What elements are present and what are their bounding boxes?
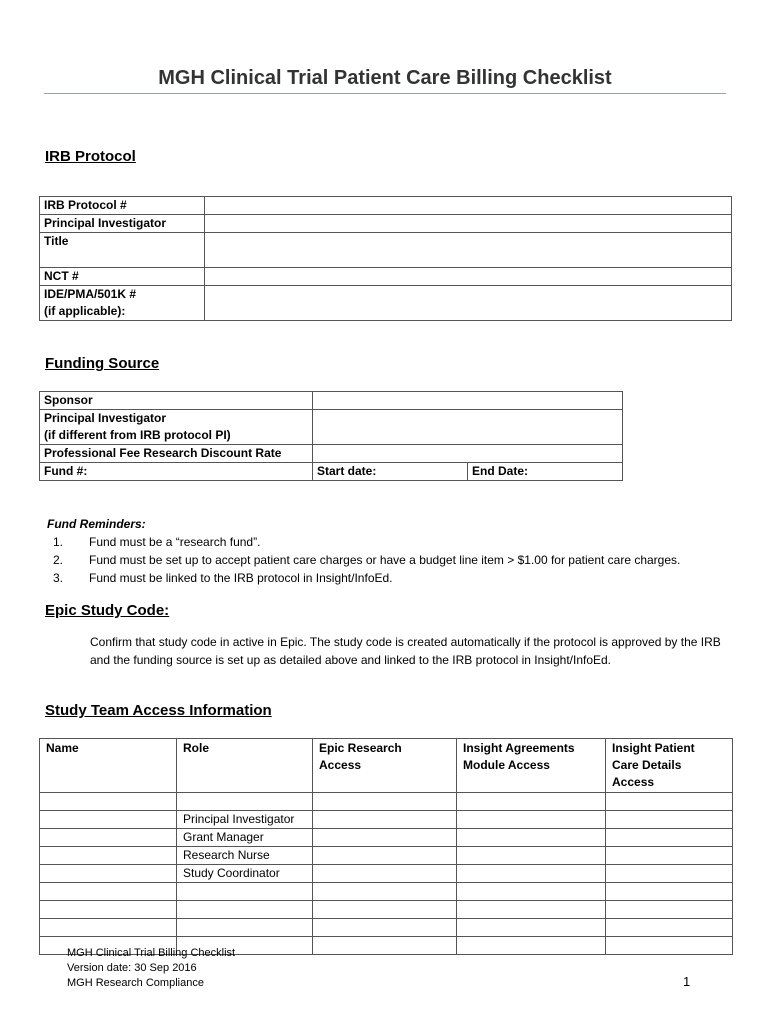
cell-epic-access[interactable] [313,901,457,919]
cell-role: Principal Investigator [177,811,313,829]
cell-insight-patient-care[interactable] [606,829,733,847]
cell-role [177,793,313,811]
funding-label-discount: Professional Fee Research Discount Rate [40,445,313,463]
footer-version: Version date: 30 Sep 2016 [67,962,197,974]
cell-role: Study Coordinator [177,865,313,883]
cell-epic-access[interactable] [313,883,457,901]
cell-name[interactable] [40,901,177,919]
table-row [40,793,733,811]
irb-label-nct: NCT # [40,268,205,286]
cell-name[interactable] [40,847,177,865]
cell-epic-access[interactable] [313,937,457,955]
cell-insight-agreements[interactable] [457,793,606,811]
fund-reminders [47,516,680,587]
col-header-role: Role [177,739,313,793]
funding-value-discount[interactable] [313,445,623,463]
cell-name[interactable] [40,883,177,901]
cell-insight-agreements[interactable] [457,883,606,901]
cell-name[interactable] [40,811,177,829]
funding-value-sponsor[interactable] [313,392,623,410]
funding-table [39,391,623,481]
document-title: MGH Clinical Trial Patient Care Billing Checklist [158,67,612,89]
irb-label-protocol: IRB Protocol # [40,197,205,215]
cell-epic-access[interactable] [313,829,457,847]
footer-org: MGH Research Compliance [67,977,204,989]
cell-epic-access[interactable] [313,847,457,865]
cell-insight-patient-care[interactable] [606,919,733,937]
funding-label-pi: Principal Investigator (if different from IRB protocol PI) [40,410,313,445]
table-row [40,829,733,847]
funding-end-date[interactable]: End Date: [468,463,623,481]
irb-value-protocol[interactable] [205,197,732,215]
cell-name[interactable] [40,829,177,847]
cell-insight-patient-care[interactable] [606,811,733,829]
funding-start-date[interactable]: Start date: [313,463,468,481]
cell-role: Research Nurse [177,847,313,865]
col-header-name: Name [40,739,177,793]
irb-label-title: Title [40,233,205,268]
irb-label-pi: Principal Investigator [40,215,205,233]
irb-label-ide: IDE/PMA/501K # (if applicable): [40,286,205,321]
irb-table [39,196,732,321]
table-row [40,811,733,829]
footer-doc-name: MGH Clinical Trial Billing Checklist [67,947,236,959]
funding-label-fund: Fund #: [40,463,313,481]
table-row [40,865,733,883]
col-header-insight-patient-care: Insight Patient Care Details Access [606,739,733,793]
team-access-table [39,738,733,955]
table-row [40,883,733,901]
funding-heading: Funding Source [45,355,160,372]
irb-value-nct[interactable] [205,268,732,286]
cell-role: Grant Manager [177,829,313,847]
cell-insight-agreements[interactable] [457,919,606,937]
cell-insight-patient-care[interactable] [606,901,733,919]
reminder-item: 3. Fund must be linked to the IRB protocol in Insight/InfoEd. [52,571,393,585]
footer [67,946,235,991]
cell-epic-access[interactable] [313,865,457,883]
cell-insight-patient-care[interactable] [606,847,733,865]
cell-name[interactable] [40,865,177,883]
table-row [40,847,733,865]
epic-heading: Epic Study Code: [45,602,170,619]
page-number: 1 [683,974,691,989]
cell-insight-agreements[interactable] [457,847,606,865]
irb-heading: IRB Protocol [45,148,136,165]
cell-insight-agreements[interactable] [457,811,606,829]
funding-label-sponsor: Sponsor [40,392,313,410]
cell-insight-patient-care[interactable] [606,937,733,955]
cell-insight-patient-care[interactable] [606,865,733,883]
cell-name[interactable] [40,793,177,811]
irb-value-pi[interactable] [205,215,732,233]
cell-insight-agreements[interactable] [457,865,606,883]
cell-role [177,919,313,937]
cell-epic-access[interactable] [313,793,457,811]
cell-role [177,901,313,919]
team-heading: Study Team Access Information [45,702,272,719]
reminder-item: 2. Fund must be set up to accept patient care charges or have a budget line item > $1.00 for patient care charges. [52,553,681,567]
irb-value-title[interactable] [205,233,732,268]
col-header-insight-agreements: Insight Agreements Module Access [457,739,606,793]
title-divider [44,93,726,94]
cell-epic-access[interactable] [313,919,457,937]
table-row [40,901,733,919]
cell-insight-agreements[interactable] [457,937,606,955]
cell-insight-patient-care[interactable] [606,883,733,901]
team-table-body [40,793,733,955]
funding-value-pi[interactable] [313,410,623,445]
cell-insight-patient-care[interactable] [606,793,733,811]
cell-role [177,883,313,901]
reminders-title: Fund Reminders: [47,517,146,531]
table-row [40,919,733,937]
cell-name[interactable] [40,919,177,937]
col-header-epic-access: Epic Research Access [313,739,457,793]
reminder-item: 1. Fund must be a “research fund”. [52,535,261,549]
epic-paragraph: Confirm that study code in active in Epic. The study code is created automatically if the protocol is approved by the IRB and the funding source is set up as detailed above and linked to the IRB protocol in Insight/InfoEd. [90,635,721,667]
cell-insight-agreements[interactable] [457,829,606,847]
cell-epic-access[interactable] [313,811,457,829]
irb-value-ide[interactable] [205,286,732,321]
cell-insight-agreements[interactable] [457,901,606,919]
